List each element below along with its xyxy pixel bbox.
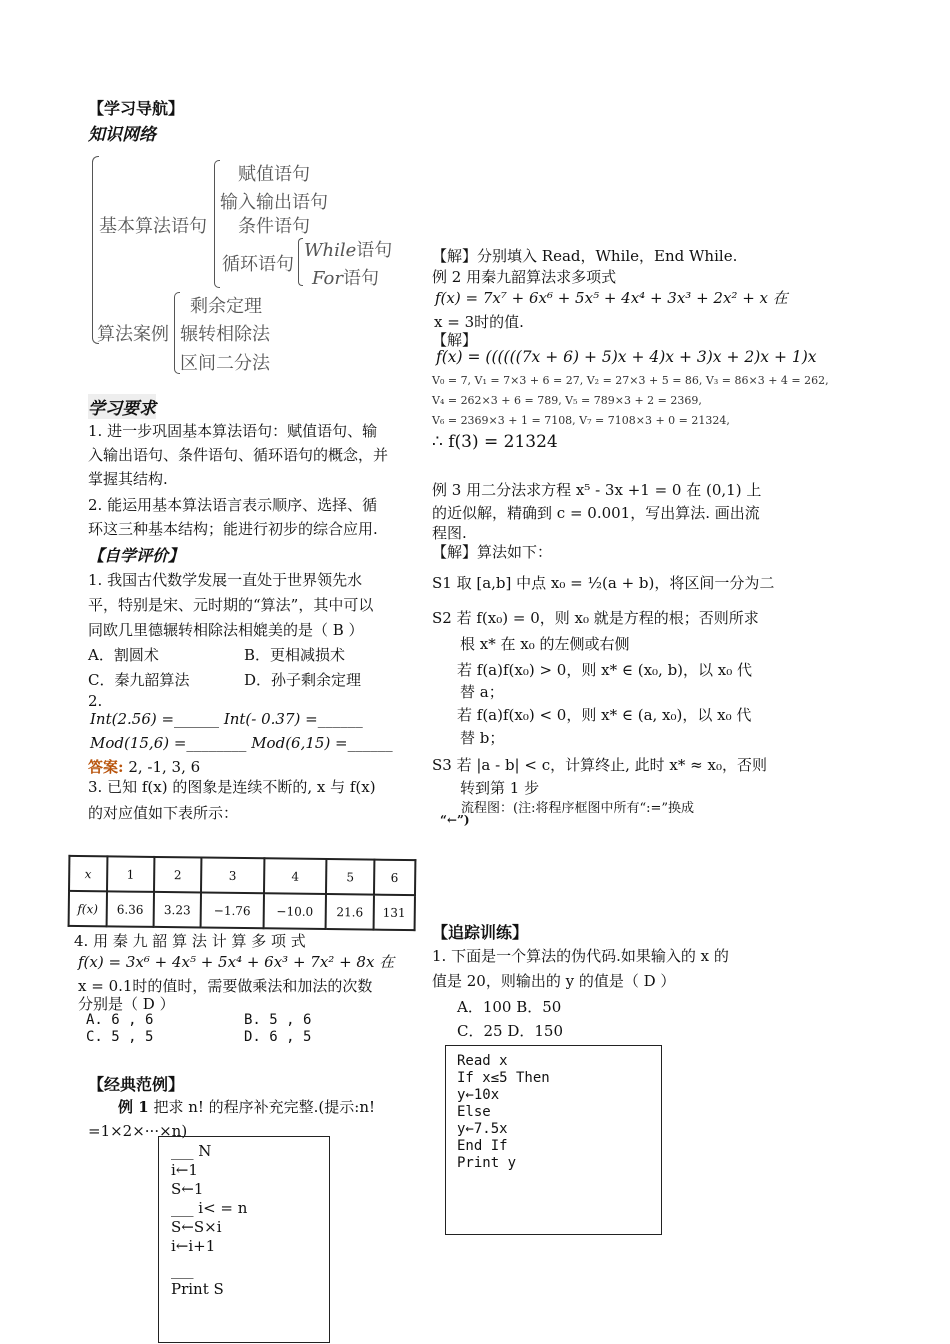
code-line: S←1: [171, 1180, 204, 1198]
q1-option-b: B．更相减损术: [244, 646, 346, 664]
q1-line-3: 同欧几里德辗转相除法相媲美的是（ B ）: [88, 621, 364, 639]
code-line: y←7.5x: [457, 1121, 508, 1137]
code-line: i←i+1: [171, 1237, 216, 1255]
ex3-line-3: 程图.: [432, 524, 467, 542]
ex3-solution: 【解】算法如下：: [432, 543, 553, 561]
ex2-solution-label: 【解】: [432, 331, 478, 349]
table-cell: 6: [374, 860, 416, 896]
code-line: Print S: [171, 1280, 224, 1298]
tree-io: 输入输出语句: [220, 192, 328, 213]
requirements-heading: 学习要求: [88, 394, 156, 419]
tree-brace-main: [92, 156, 99, 344]
tree-crt: 剩余定理: [190, 296, 262, 317]
q4-line-3: x = 0.1时的值时，需要做乘法和加法的次数: [78, 977, 373, 995]
tree-euclid: 辗转相除法: [180, 324, 270, 345]
tree-assign: 赋值语句: [238, 164, 310, 185]
q1-option-a: A．割圆术: [88, 646, 159, 664]
t1-options-2: C．25 D．150: [457, 1022, 563, 1040]
t1-options-1: A．100 B．50: [457, 998, 562, 1016]
ex3-line-2: 的近似解，精确到 c = 0.001，写出算法. 画出流: [432, 504, 760, 522]
code-line: ___ i< = n: [171, 1199, 248, 1217]
table-cell: −1.76: [201, 893, 264, 929]
self-eval-heading: 【自学评价】: [88, 546, 185, 565]
code-box-2: [445, 1045, 662, 1235]
table-cell: 6.36: [106, 891, 154, 927]
step-s3-line-1: S3 若 |a - b| < c，计算终止, 此时 x* ≈ x₀，否则: [432, 756, 767, 774]
step-s3-line-2: 转到第 1 步: [460, 779, 540, 797]
req-line-3: 掌握其结构.: [88, 470, 168, 488]
q2-line-2: Mod(15,6) =________ Mod(6,15) =______: [90, 734, 393, 752]
ex1-line-1: 例 1 把求 n! 的程序补充完整.(提示:n!: [118, 1098, 376, 1116]
ex1-solution: 【解】分别填入 Read，While，End While.: [432, 247, 738, 265]
q2-line-1: Int(2.56) =______ Int(- 0.37) =______: [90, 710, 363, 728]
req-line-5: 环这三种基本结构；能进行初步的综合应用.: [88, 520, 378, 538]
q1-line-2: 平，特别是宋、元时期的“算法”，其中可以: [88, 596, 374, 614]
step-s2-line-4: 替 a；: [460, 683, 504, 701]
t1-line-1: 1. 下面是一个算法的伪代码.如果输入的 x 的: [432, 947, 729, 965]
ex1-line-2: =1×2×···×n): [88, 1122, 188, 1140]
q4-line-1: 4. 用 秦 九 韶 算 法 计 算 多 项 式: [74, 932, 306, 950]
table-cell: 3: [201, 858, 264, 894]
code-line: Else: [457, 1104, 491, 1120]
code-line: S←S×i: [171, 1218, 222, 1236]
step-s2-line-1: S2 若 f(x₀) = 0，则 x₀ 就是方程的根；否则所求: [432, 609, 759, 627]
q2-answer: 答案: 2, -1, 3, 6: [88, 758, 201, 776]
tree-cases: 算法案例: [97, 324, 169, 345]
ex2-title: 例 2 用秦九韶算法求多项式: [432, 268, 617, 286]
table-cell: f(x): [69, 891, 107, 926]
table-cell: −10.0: [263, 893, 326, 929]
req-line-1: 1. 进一步巩固基本算法语句：赋值语句、输: [88, 422, 378, 440]
code-box-1: [158, 1136, 330, 1343]
tracking-heading: 【追踪训练】: [432, 923, 529, 942]
code-line: Print y: [457, 1155, 517, 1171]
horner-form: f(x) = ((((((7x + 6) + 5)x + 4)x + 3)x + 2)x + 1)x: [436, 348, 817, 366]
q4-line-4: 分别是（ D ）: [78, 995, 175, 1013]
table-cell: x: [69, 856, 107, 891]
tree-while: While语句: [304, 240, 393, 261]
ex2-polynomial: f(x) = 7x⁷ + 6x⁶ + 5x⁵ + 4x⁴ + 3x³ + 2x² + x 在: [435, 289, 788, 307]
code-line: Read x: [457, 1053, 508, 1069]
step-s2-line-3: 若 f(a)f(x₀) > 0，则 x* ∈ (x₀, b)，以 x₀ 代: [457, 661, 753, 679]
code-line: i←1: [171, 1161, 198, 1179]
tree-brace-basic: [214, 160, 220, 288]
q1-option-c: C．秦九韶算法: [88, 671, 190, 689]
q4-option-b: B. 5 , 6: [244, 1012, 312, 1028]
ex2-result: ∴ f(3) = 21324: [432, 432, 558, 452]
q4-option-d: D. 6 , 5: [244, 1029, 312, 1045]
table-cell: 4: [264, 858, 327, 894]
q3-line-1: 3. 已知 f(x) 的图象是连续不断的, x 与 f(x): [88, 778, 376, 796]
table-row: [69, 856, 415, 895]
code-line: If x≤5 Then: [457, 1070, 550, 1086]
flowchart-note: 流程图：(注:将程序框图中所有“:=”换成: [461, 801, 695, 816]
q4-line-2: f(x) = 3x⁶ + 4x⁵ + 5x⁴ + 6x³ + 7x² + 8x 在: [78, 953, 395, 971]
table-cell: 131: [373, 895, 415, 931]
table-cell: 5: [326, 859, 374, 895]
t1-line-2: 值是 20，则输出的 y 的值是（ D ）: [432, 972, 676, 990]
step-s2-line-5: 若 f(a)f(x₀) < 0，则 x* ∈ (a, x₀)，以 x₀ 代: [457, 706, 752, 724]
step-s2-line-2: 根 x* 在 x₀ 的左侧或右侧: [460, 635, 630, 653]
code-line: ___ N: [171, 1142, 212, 1160]
code-line: End If: [457, 1138, 508, 1154]
table-row: [69, 891, 415, 930]
table-cell: 2: [154, 857, 202, 893]
code-line: y←10x: [457, 1087, 500, 1103]
q1-line-1: 1. 我国古代数学发展一直处于世界领先水: [88, 571, 363, 589]
nav-title: 【学习导航】: [88, 99, 185, 118]
step-s2-line-6: 替 b；: [460, 729, 505, 747]
ex3-line-1: 例 3 用二分法求方程 x⁵ - 3x +1 = 0 在 (0,1) 上: [432, 481, 762, 499]
req-line-4: 2. 能运用基本算法语言表示顺序、选择、循: [88, 496, 378, 514]
q2-number: 2.: [88, 692, 103, 710]
horner-steps-1: V₀ = 7, V₁ = 7×3 + 6 = 27, V₂ = 27×3 + 5 = 86, V₃ = 86×3 + 4 = 262,: [432, 374, 829, 387]
req-line-2: 入输出语句、条件语句、循环语句的概念，并: [88, 446, 389, 464]
table-cell: 21.6: [326, 894, 374, 930]
step-s1: S1 取 [a,b] 中点 x₀ = ½(a + b)，将区间一分为二: [432, 574, 775, 592]
q4-option-c: C. 5 , 5: [86, 1029, 154, 1045]
q4-option-a: A. 6 , 6: [86, 1012, 154, 1028]
horner-steps-2: V₄ = 262×3 + 6 = 789, V₅ = 789×3 + 2 = 2369,: [432, 394, 702, 407]
tree-cond: 条件语句: [238, 216, 310, 237]
code-line: ___: [171, 1261, 194, 1279]
q3-line-2: 的对应值如下表所示：: [88, 804, 239, 822]
classic-heading: 【经典范例】: [88, 1075, 185, 1094]
knowledge-network-heading: 知识网络: [88, 125, 156, 145]
horner-steps-3: V₆ = 2369×3 + 1 = 7108, V₇ = 7108×3 + 0 = 21324,: [432, 414, 730, 427]
value-table: [68, 855, 417, 931]
tree-brace-loop: [298, 238, 303, 286]
tree-loop: 循环语句: [222, 254, 294, 275]
ex2-condition: x = 3时的值.: [434, 313, 524, 331]
flowchart-note-2: “←”): [440, 813, 470, 827]
table-cell: 1: [107, 856, 155, 892]
tree-bisect: 区间二分法: [180, 353, 270, 374]
tree-basic: 基本算法语句: [99, 216, 207, 237]
table-cell: 3.23: [154, 892, 202, 928]
q1-option-d: D．孙子剩余定理: [244, 671, 362, 689]
tree-for: For语句: [312, 268, 379, 289]
